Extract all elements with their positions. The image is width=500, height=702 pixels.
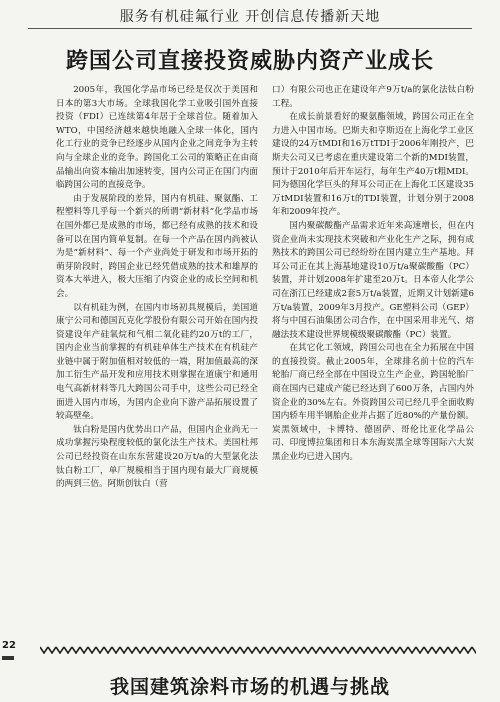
header-slogan: 服务有机硅氟行业 开创信息传播新天地 <box>119 9 381 25</box>
right-column <box>272 84 474 612</box>
paragraph: 口）有限公司也正在建设年产9万t/a的氯化法钛白粉工程。 <box>272 85 474 109</box>
zigzag-divider <box>40 646 476 654</box>
paragraph: 2005年，我国化学品市场已经是仅次于美国和日本的第3大市场。全球我国化学工业吸引国外直接投资（FDI）已连续第4年居于全球首位。随着加入WTO，中国经济越来越快地融入全球一体化，国内化工行业的竞争已经逐步从国内企业之间竞争为主转向与全球企业的竞争。跨国化工公司的策略正在由商品输出向资本输出加速转变，国内公司正在国门内面临跨国公司的直接竞争。 <box>56 85 258 191</box>
paragraph: 钛白粉是国内优势出口产品，但国内企业尚无一成功掌握污染程度较低的氯化法生产技术。美国杜邦公司已经投资在山东东营建设20万t/a的大型氯化法钛白粉工厂，单厂规模相当于国内现有最大厂商规模的两到三倍。阿斯创钛白（营 <box>56 424 258 490</box>
paragraph: 以有机硅为例，在国内市场初具规模后，美国道康宁公司和德国瓦克化学股份有限公司开始在国内投资建设年产硅氧烷和气相二氧化硅约20万t的工厂，国内企业当前掌握的有机硅单体生产技术在有机硅产业链中属于附加值相对较低的一端，附加值最高的深加工衍生产品开发和应用技术则掌握在道康宁和通用电气高新材料等几大跨国公司手中，这些公司已经全面进入国内市场，为国内企业向下游产品拓展设置了较高壁垒。 <box>56 302 258 422</box>
article-body <box>56 84 474 612</box>
page-number: 22 <box>2 640 16 651</box>
article-title: 跨国公司直接投资威胁内资产业成长 <box>65 49 434 74</box>
left-column <box>56 84 258 612</box>
paragraph: 在成长前景看好的聚氨酯领域，跨国公司正在全力进入中国市场。巴斯夫和亨斯迈在上海化学工业区建设的24万tMDI和16万tTDI于2006年刚投产，巴斯夫公司又已考虑在重庆建设第二个新的MDI装置，预计于2010年后开车运行，每年生产40万t粗MDI。同为德国化学巨头的拜耳公司正在上海化工区建设35万tMDI装置和16万t的TDI装置，计划分别于2008年和2009年投产。 <box>272 112 474 218</box>
next-article-title: 我国建筑涂料市场的机遇与挑战 <box>109 676 390 698</box>
page-number-mark <box>2 656 14 660</box>
paragraph: 由于发展阶段的差异，国内有机硅、聚氨酯、工程塑料等几乎每一个新兴的所谓“新材料”化学品市场在国外都已是成熟的市场，都已经有成熟的技术和设备可以在国内简单复制。在每一个产品在国内尚被认为是“新材料”、每一个产业尚处于研发和市场开拓的萌芽阶段时，跨国企业已经凭借成熟的技术和雄厚的资本大举进入，极大压缩了内资企业的成长空间和机会。 <box>56 193 258 299</box>
header-rule <box>28 28 472 29</box>
paragraph: 国内聚碳酸酯产品需求近年来高速增长，但在内资企业尚未实现技术突破和产业化生产之际，拥有成熟技术的跨国公司已经纷纷在国内建立生产基地。拜耳公司正在其上海基地建设10万t/a聚碳酸酯（PC）装置，并计划2008年扩建至20万t。日本帝人化学公司在浙江已经建成2套5万t/a装置，近期又计划新建6万t/a装置，2009年3月投产。GE塑料公司（GEP）将与中国石油集团公司合作，在中国采用非光气、熔融法技术建设世界规模级聚碳酸酯（PC）装置。 <box>272 220 474 340</box>
paragraph: 在其它化工领域，跨国公司也在全力拓展在中国的直接投资。截止2005年，全球排名前十位的汽车轮胎厂商已经全部在中国设立生产企业，跨国轮胎厂商在国内已建成产能已经达到了600万条，占国内外资企业的30%左右。外资跨国公司已经几乎全面收购国内轿车用半钢胎企业并占据了近80%的产量份额。炭黑领域中，卡博特、德固萨、哥伦比亚化学品公司、印度博拉集团和日本东海炭黑全球等国际六大炭黑企业均已进入国内。 <box>272 343 474 463</box>
